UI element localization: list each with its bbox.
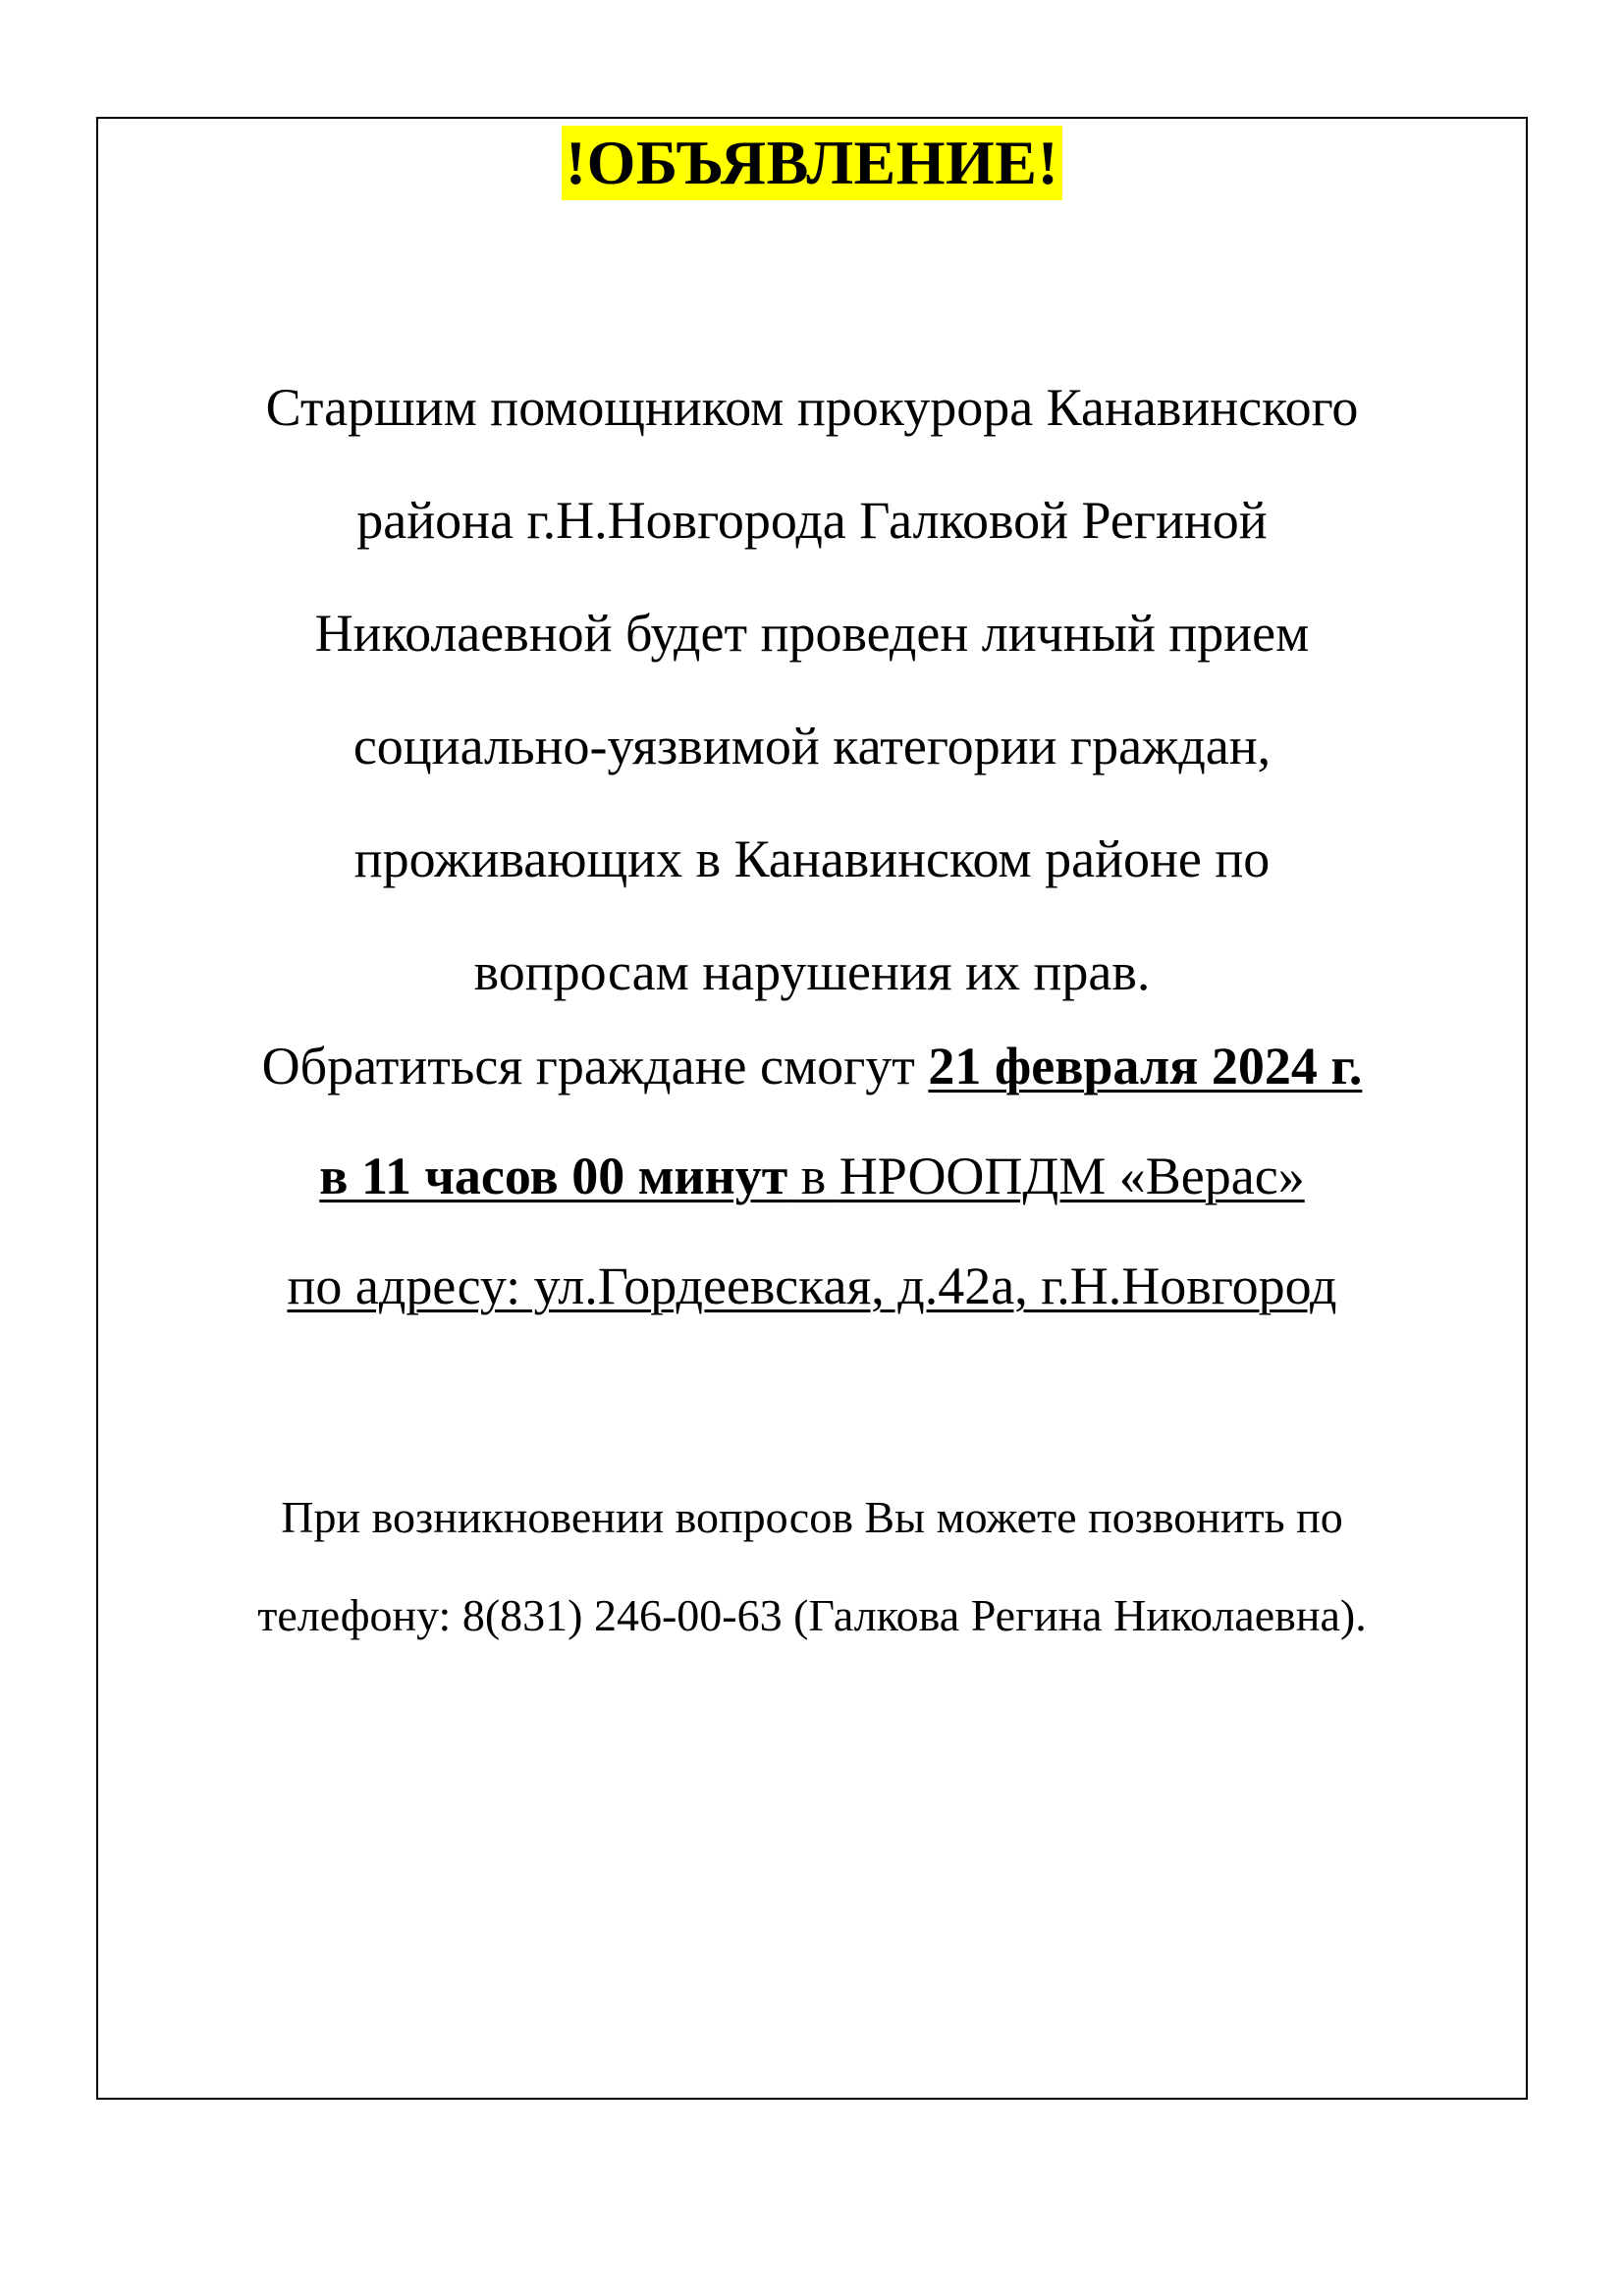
announcement-title: !ОБЪЯВЛЕНИЕ! — [562, 126, 1063, 200]
body-line: социально-уязвимой категории граждан, — [352, 717, 1272, 775]
body-line: района г.Н.Новгорода Галковой Региной — [356, 491, 1268, 550]
announcement-body — [96, 351, 1528, 1029]
contact-note — [96, 1468, 1528, 1665]
appointment-time-line — [96, 1121, 1528, 1231]
appointment-place-prefix: в — [787, 1147, 839, 1205]
appointment-date-line — [96, 1011, 1528, 1121]
appointment-address: по адресу: ул.Гордеевская, д.42а, г.Н.Новгород — [287, 1256, 1337, 1315]
appointment-time: в 11 часов 00 минут — [319, 1147, 788, 1205]
body-line: Николаевной будет проведен личный прием — [314, 604, 1310, 663]
body-line: проживающих в Канавинском районе по — [353, 829, 1271, 888]
appointment-date: 21 февраля 2024 г. — [928, 1037, 1363, 1095]
appointment-place: НРООПДМ «Верас» — [839, 1147, 1305, 1205]
note-line: При возникновении вопросов Вы можете позвонить по — [281, 1492, 1343, 1542]
title-container — [0, 126, 1624, 200]
note-line: телефону: 8(831) 246-00-63 (Галкова Регина Николаевна). — [257, 1590, 1367, 1640]
body-line: вопросам нарушения их прав. — [473, 942, 1151, 1001]
appointment-lead: Обратиться граждане смогут — [261, 1037, 929, 1095]
body-line: Старшим помощником прокурора Канавинского — [265, 378, 1359, 437]
appointment-details — [96, 1011, 1528, 1341]
